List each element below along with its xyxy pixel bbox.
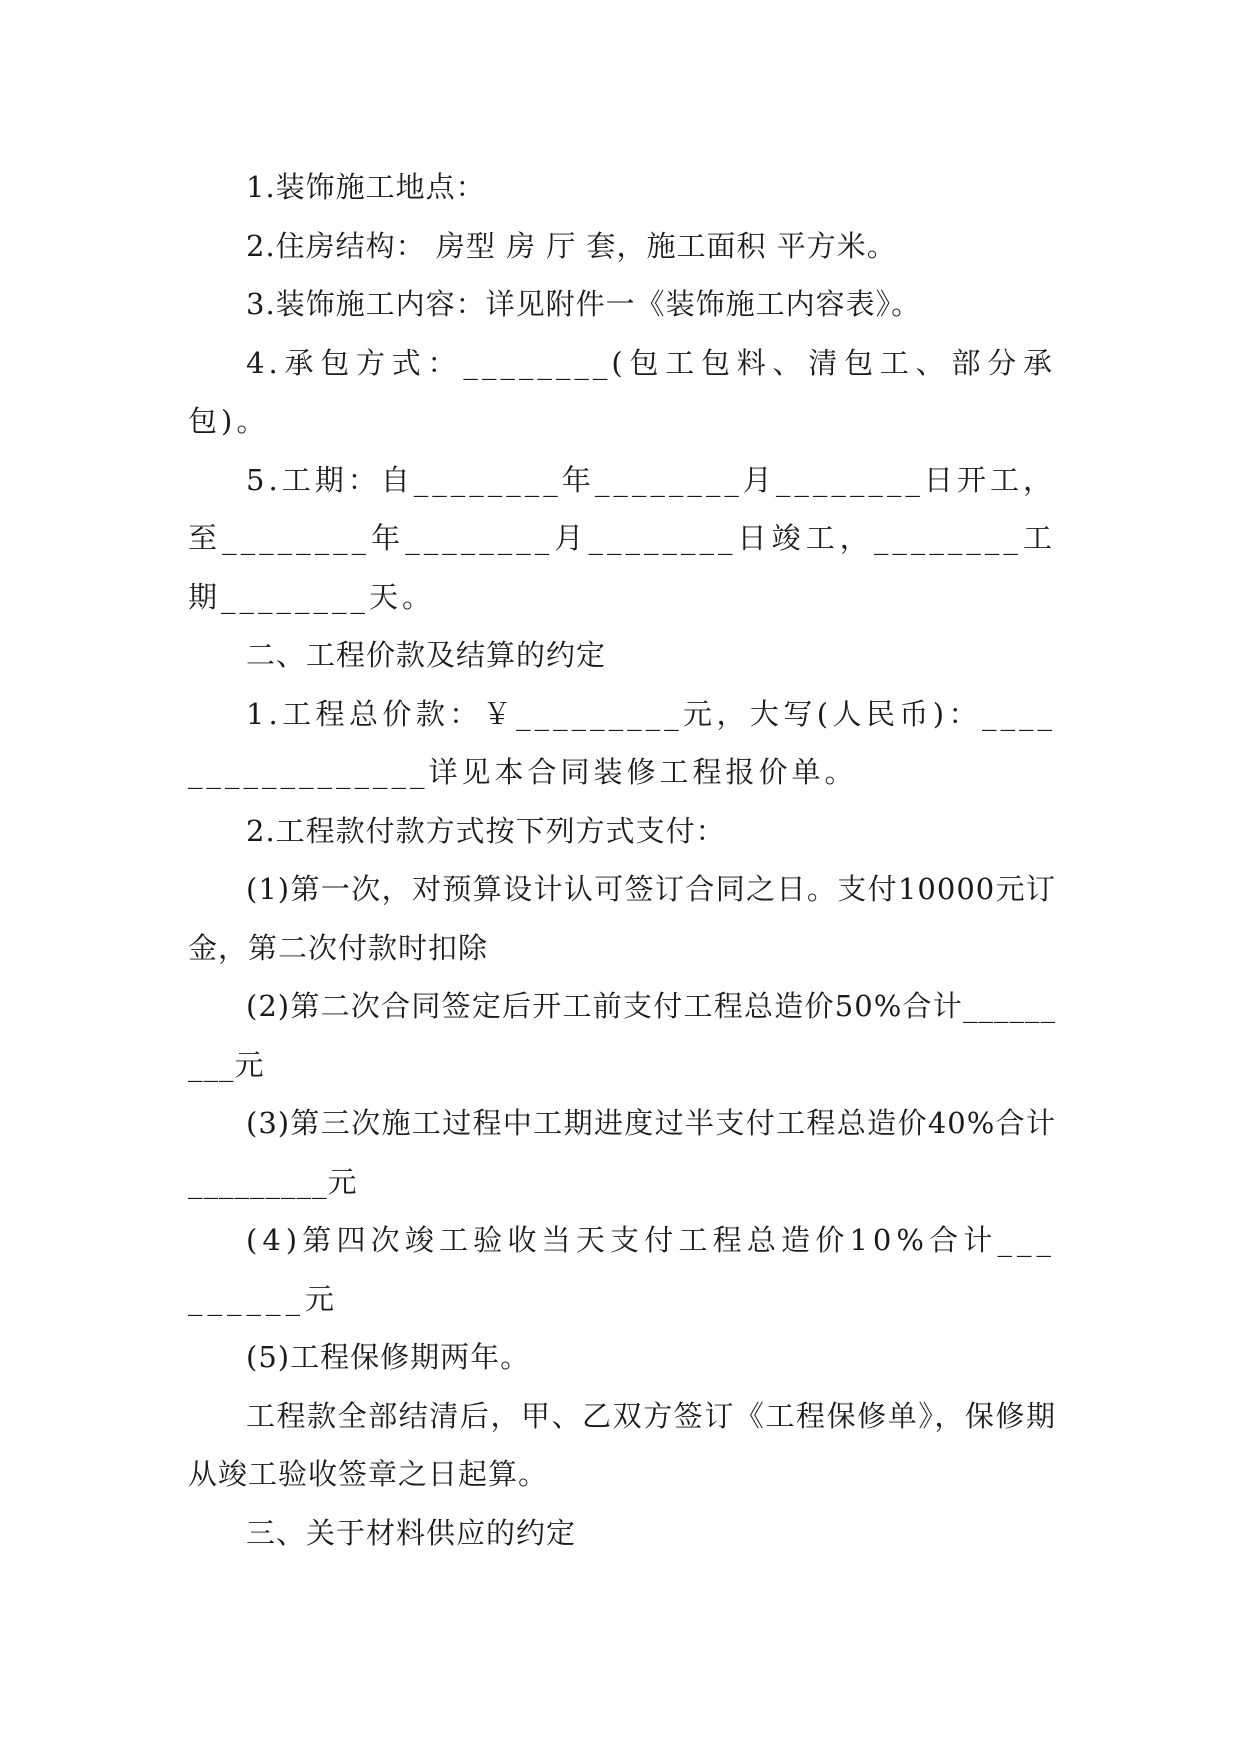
clause-warranty: 工程款全部结清后，甲、乙双方签订《工程保修单》，保修期从竣工验收签章之日起算。 [188, 1398, 1056, 1491]
section-heading-material-supply: 三、关于材料供应的约定 [246, 1515, 577, 1550]
clause-total-price: 1.工程总价款：￥_________元，大写(人民币)：_________________详见本合同装修工程报价单。 [188, 696, 1056, 789]
document-body [188, 158, 1056, 1562]
payment-item-1: (1)第一次，对预算设计认可签订合同之日。支付10000元订金，第二次付款时扣除 [188, 872, 1056, 965]
clause-housing-structure: 2.住房结构： 房型 房 厅 套，施工面积 平方米。 [246, 228, 897, 263]
payment-item-2: (2)第二次合同签定后开工前支付工程总造价50%合计_________元 [188, 989, 1056, 1082]
payment-item-3: (3)第三次施工过程中工期进度过半支付工程总造价40%合计_________元 [188, 1106, 1056, 1199]
clause-contract-method: 4.承包方式：________(包工包料、清包工、部分承包)。 [188, 345, 1056, 438]
payment-item-5: (5)工程保修期两年。 [246, 1340, 531, 1374]
section-heading-price-settlement: 二、工程价款及结算的约定 [246, 638, 607, 672]
payment-item-4: (4)第四次竣工验收当天支付工程总造价10%合计_________元 [188, 1223, 1056, 1316]
clause-construction-period: 5.工期：自________年________月________日开工，至________年________月________日竣工，________工期________天。 [188, 462, 1056, 614]
clause-construction-site: 1.装饰施工地点： [246, 170, 486, 204]
clause-construction-content: 3.装饰施工内容：详见附件一《装饰施工内容表》。 [246, 287, 922, 321]
clause-payment-method: 2.工程款付款方式按下列方式支付： [246, 813, 726, 848]
